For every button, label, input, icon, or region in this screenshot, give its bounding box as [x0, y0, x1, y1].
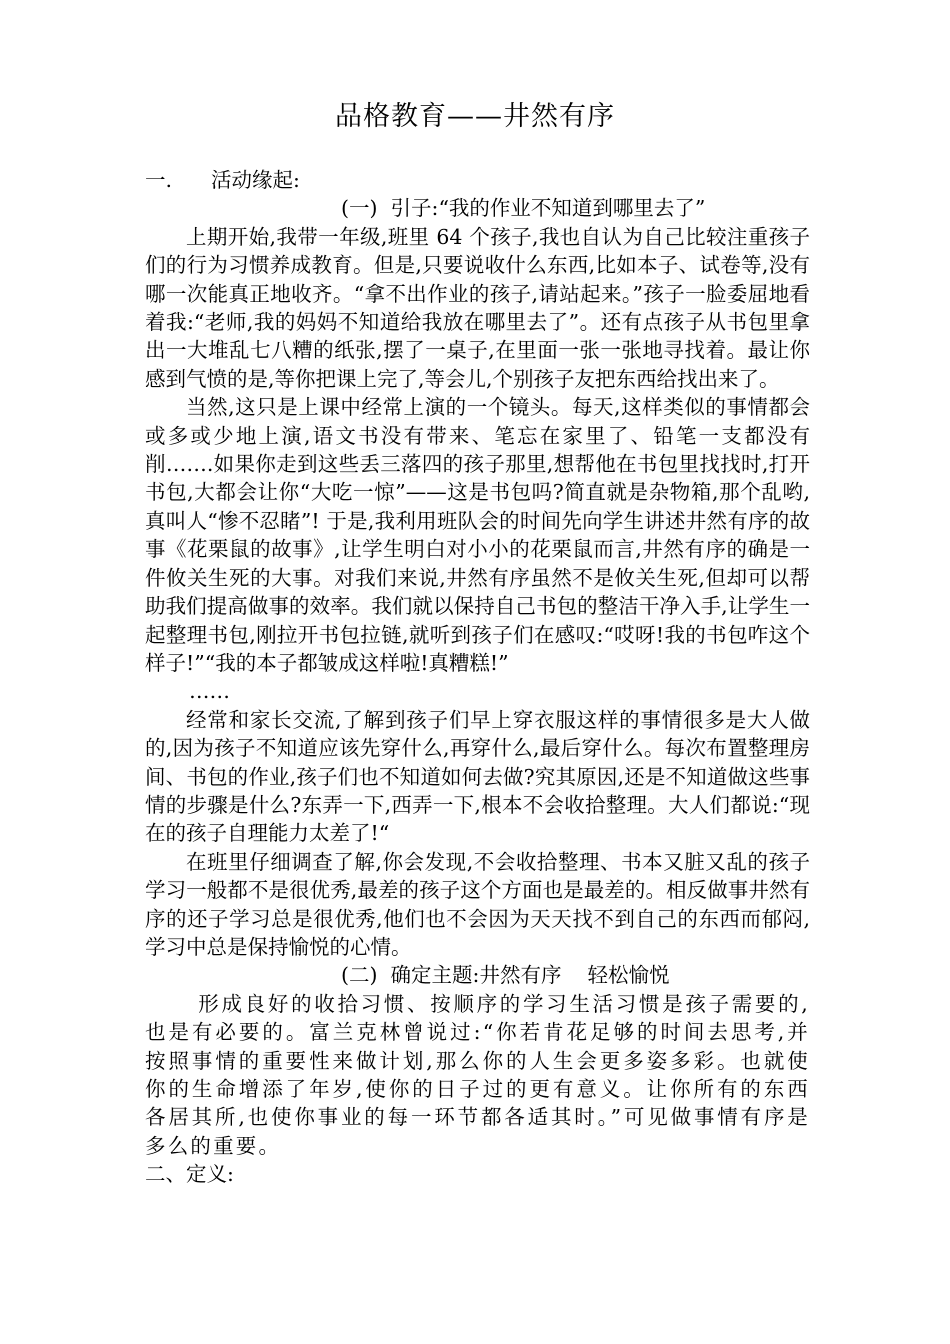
paragraph-5: 形成良好的收拾习惯、按顺序的学习生活习惯是孩子需要的,也是有必要的。富兰克林曾说过:“你若肯花足够的时间去思考,并按照事情的重要性来做计划,那么你的人生会更多姿多彩。也就使你的生命增添了年岁,使你的日子过的更有意义。让你所有的东西各居其所,也使你事业的每一环节都各适其时。”可见做事情有序是多么的重要。 [145, 991, 810, 1158]
subsection-2-label: (二) [341, 963, 378, 988]
paragraph-2: 当然,这只是上课中经常上演的一个镜头。每天,这样类似的事情都会或多或少地上演,语文书没有带来、笔忘在家里了、铅笔一支都没有削…….如果你走到这些丢三落四的孩子那里,想帮他在书包里找找时,打开书包,大都会让你“大吃一惊”——这是书包吗?简直就是杂物箱,那个乱哟,真叫人“惨不忍睹”! 于是,我利用班队会的时间先向学生讲述井然有序的故事《花栗鼠的故事》,让学生明白对小小的花栗鼠而言,井然有序的确是一件攸关生死的大事。对我们来说,井然有序虽然不是攸关生死,但却可以帮助我们提高做事的效率。我们就以保持自己书包的整洁干净入手,让学生一起整理书包,刚拉开书包拉链,就听到孩子们在感叹:“哎呀!我的书包咋这个样子!”“我的本子都皱成这样啦!真糟糕!” [145, 395, 810, 675]
section-1-heading [145, 166, 810, 194]
section-2-heading: 二、定义: [145, 1162, 234, 1187]
subsection-2-heading [145, 961, 810, 989]
paragraph-4: 在班里仔细调查了解,你会发现,不会收拾整理、书本又脏又乱的孩子学习一般都不是很优秀,最差的孩子这个方面也是最差的。相反做事井然有序的还子学习总是很优秀,他们也不会因为天天找不到自己的东西而郁闷,学习中总是保持愉悦的心情。 [145, 849, 810, 959]
subsection-1-label: (一) [341, 196, 378, 221]
ellipsis-line: …… [189, 679, 230, 704]
subsection-1-title: 引子:“我的作业不知道到哪里去了” [390, 196, 706, 221]
page-title: 品格教育——井然有序 [335, 101, 615, 132]
subsection-1-heading [145, 194, 810, 222]
section-1-number: 一. [145, 168, 173, 192]
paragraph-1: 上期开始,我带一年级,班里 64 个孩子,我也自认为自己比较注重孩子们的行为习惯养成教育。但是,只要说收什么东西,比如本子、试卷等,没有哪一次能真正地收齐。“拿不出作业的孩子,请站起来。”孩子一脸委屈地看着我:“老师,我的妈妈不知道给我放在哪里去了”。还有点孩子从书包里拿出一大堆乱七八糟的纸张,摆了一桌子,在里面一张一张地寻找着。最让你感到气愤的是,等你把课上完了,等会儿,个别孩子友把东西给找出来了。 [145, 224, 810, 391]
subsection-2-title: 确定主题:井然有序 轻松愉悦 [390, 963, 670, 988]
section-1-title: 活动缘起: [211, 168, 300, 192]
document-body [145, 166, 810, 1189]
paragraph-3: 经常和家长交流,了解到孩子们早上穿衣服这样的事情很多是大人做的,因为孩子不知道应该先穿什么,再穿什么,最后穿什么。每次布置整理房间、书包的作业,孩子们也不知道如何去做?究其原因,还是不知道做这些事情的步骤是什么?东弄一下,西弄一下,根本不会收拾整理。大人们都说:“现在的孩子自理能力太差了!“ [145, 707, 810, 846]
